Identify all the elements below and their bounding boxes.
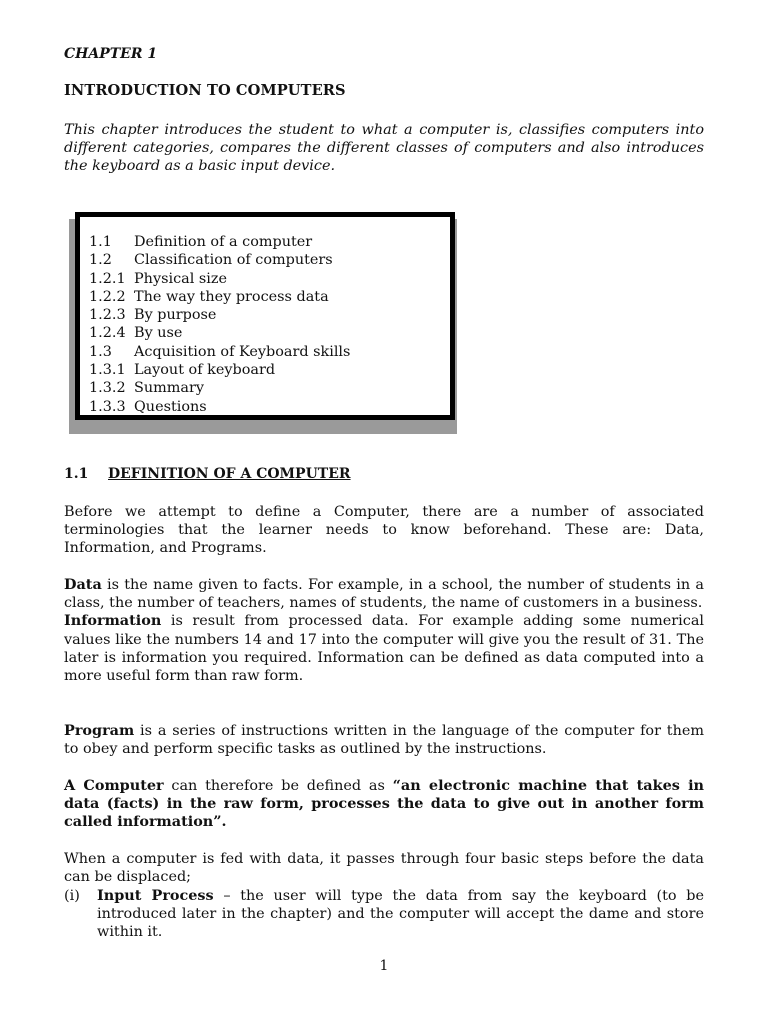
computer-term: A Computer [64,777,164,794]
information-definition [64,612,704,685]
paragraph-four-steps: When a computer is fed with data, it passes through four basic steps before the data can be displaced; [64,851,704,886]
toc-list [80,217,450,416]
toc-item [89,324,450,342]
toc-item [89,398,450,416]
program-term: Program [64,722,135,739]
toc-number: 1.2.1 [89,270,126,287]
information-text: is result from processed data. For example adding some numerical values like the numbers 14 and 17 into the computer will give you the result of 31. The later is information you required. Information can be defined as data computed into a more useful form than raw form. [64,613,704,685]
toc-label: By use [134,325,183,342]
paragraph-data-information [64,576,704,685]
toc-item [89,251,450,269]
data-term: Data [64,576,102,593]
toc-number: 1.3.2 [89,380,126,397]
toc-item [89,361,450,379]
section-number: 1.1 [64,466,89,482]
toc-number: 1.2.4 [89,325,126,342]
toc-item [89,379,450,397]
toc-label: The way they process data [134,288,329,305]
toc-number: 1.2.3 [89,307,126,324]
page-number: 1 [379,958,389,974]
computer-quoted-definition: “an electronic machine that takes in data (facts) in the raw form, processes the data to give out in another form called information”. [64,777,704,831]
toc-number: 1.3.3 [89,398,126,415]
list-item-text [97,887,704,942]
program-definition [64,722,704,758]
toc-label: Definition of a computer [134,234,313,250]
toc-item [89,306,450,324]
list-item [64,887,704,942]
data-text: is the name given to facts. For example, in a school, the number of students in a class, the number of teachers, names of students, the name of customers in a business. [64,577,704,612]
toc-number: 1.1 [89,234,112,250]
computer-definition [64,777,704,832]
toc-label: Summary [134,380,205,397]
toc-label: Questions [134,398,207,415]
toc-item [89,233,450,251]
computer-mid-text: can therefore be defined as [163,778,393,794]
chapter-title: INTRODUCTION TO COMPUTERS [64,82,346,99]
section-title: DEFINITION OF A COMPUTER [108,466,351,482]
toc-number: 1.2.2 [89,288,126,305]
section-heading [64,466,351,482]
table-of-contents-box [75,212,455,420]
toc-label: Physical size [134,270,227,287]
toc-number: 1.3 [89,343,112,360]
toc-item [89,343,450,361]
data-definition [64,576,704,612]
toc-label: Acquisition of Keyboard skills [134,343,351,360]
chapter-label: CHAPTER 1 [64,46,158,62]
toc-label: By purpose [134,307,217,324]
toc-item [89,270,450,288]
paragraph-terminologies: Before we attempt to define a Computer, there are a number of associated terminologies that the learner needs to know beforehand. These are: Data, Information, and Programs. [64,504,704,557]
information-term: Information [64,612,162,630]
toc-label: Classification of computers [134,252,333,269]
input-process-term: Input Process [97,887,214,904]
list-marker: (i) [64,888,80,904]
chapter-intro: This chapter introduces the student to what a computer is, classifies computers into different categories, compares the different classes of computers and also introduces the keyboard as a basic input device. [64,122,704,175]
toc-label: Layout of keyboard [134,362,276,379]
toc-number: 1.2 [89,252,112,269]
toc-number: 1.3.1 [89,362,126,379]
input-process-text: – the user will type the data from say the keyboard (to be introduced later in the chapter) and the computer will accept the dame and store within it. [97,888,704,941]
program-text: is a series of instructions written in the language of the computer for them to obey and perform specific tasks as outlined by the instructions. [64,723,704,758]
toc-item [89,288,450,306]
